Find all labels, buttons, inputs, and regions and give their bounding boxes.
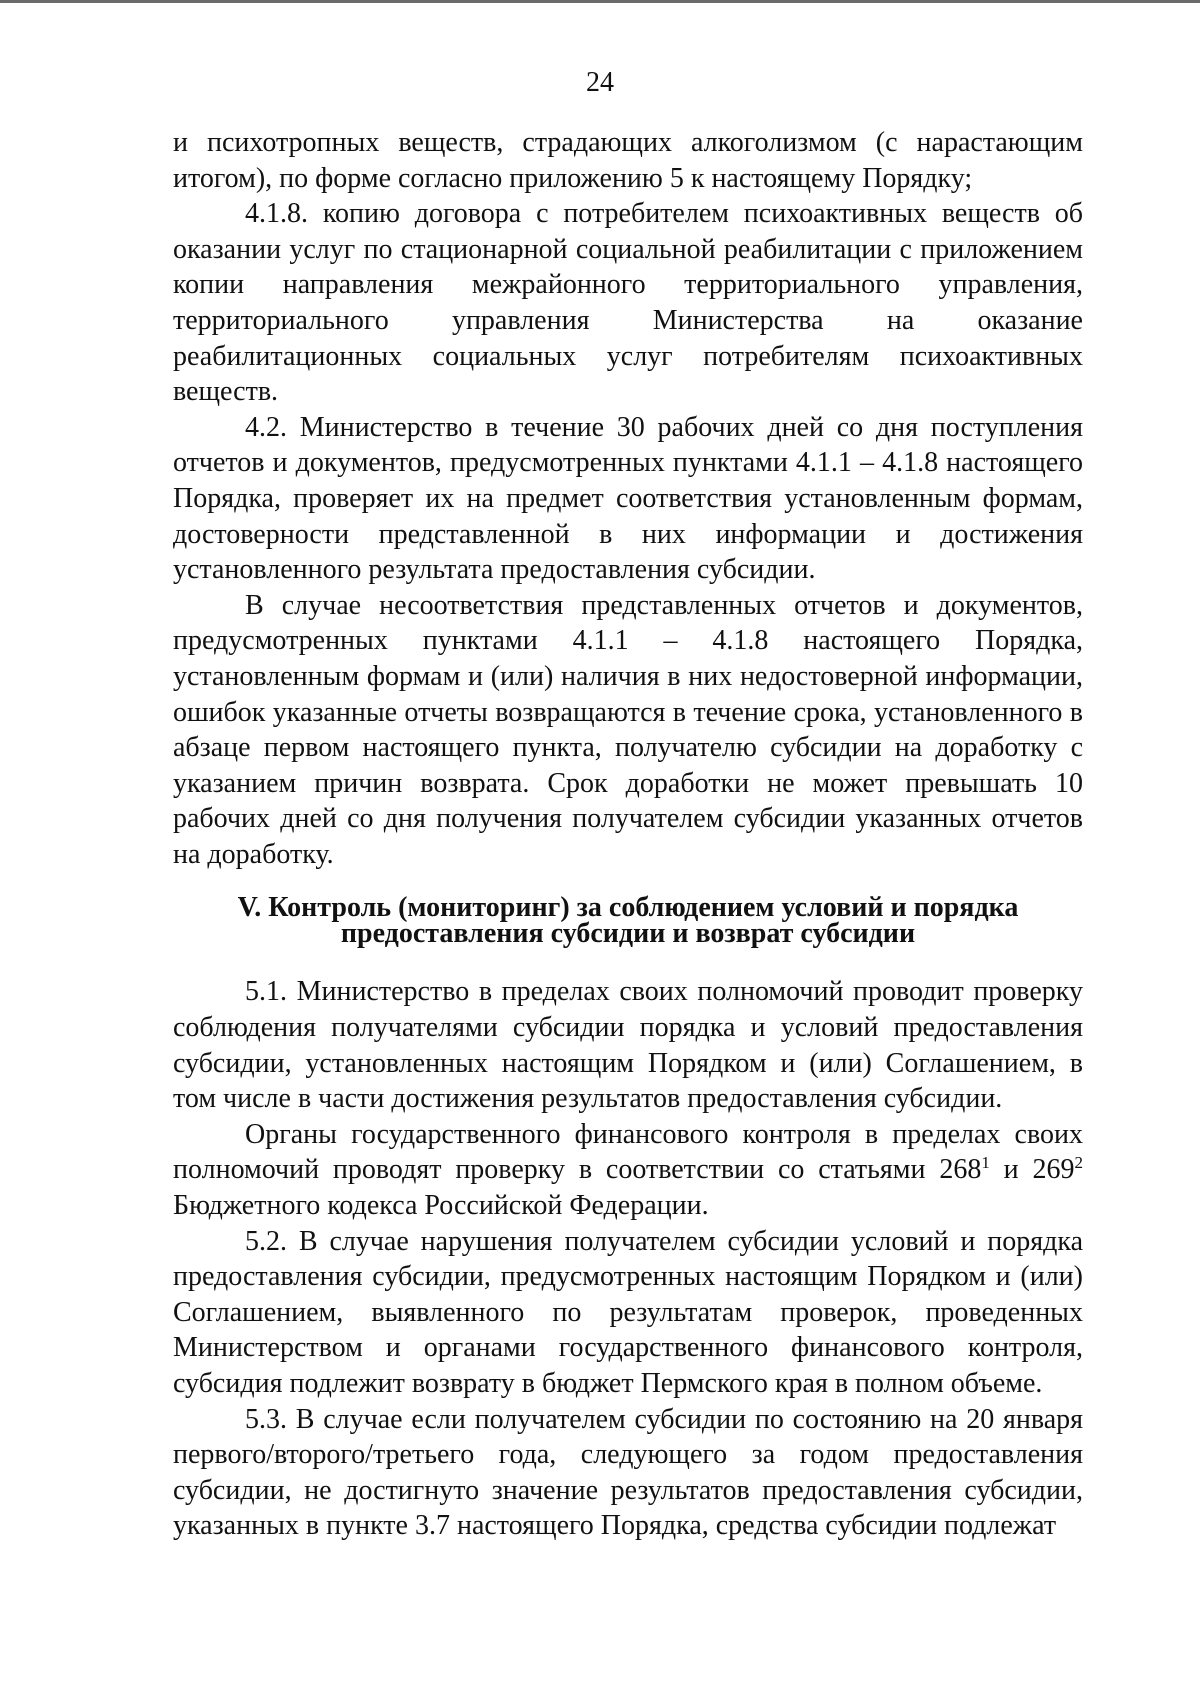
superscript-2: 2: [1074, 1153, 1084, 1173]
paragraph-5-1-b-text-3: Бюджетного кодекса Российской Федерации.: [173, 1190, 709, 1222]
paragraph-4-1-8: 4.1.8. копию договора с потребителем психоактивных веществ об оказании услуг по стационарной социальной реабилитации с приложением копии направления межрайонного территориального управления, территориального управления Министерства на оказание реабилитационных социальных услуг потребителям психоактивных веществ.: [173, 198, 1083, 408]
paragraph-5-1-financial-control: [173, 1117, 1083, 1224]
paragraph-5-1-b-text-1: Органы государственного финансового контроля в пределах своих полномочий проводят проверку в соответствии со статьями 268: [173, 1118, 1083, 1186]
section-heading: [173, 892, 1083, 950]
paragraph-continuation: и психотропных веществ, страдающих алкоголизмом (с нарастающим итогом), по форме согласно приложению 5 к настоящему Порядку;: [173, 127, 1083, 194]
section-heading-line-2: предоставления субсидии и возврат субсидии: [340, 918, 916, 950]
paragraph-5-3: 5.3. В случае если получателем субсидии по состоянию на 20 января первого/второго/третьего года, следующего за годом предоставления субсидии, не достигнуто значение результатов предоставления субсидии, указанных в пункте 3.7 настоящего Порядка, средства субсидии подлежат: [173, 1403, 1083, 1542]
superscript-1: 1: [981, 1153, 990, 1173]
document-body: [173, 125, 1083, 1544]
scan-top-edge: [0, 0, 1200, 3]
paragraph-4-2: 4.2. Министерство в течение 30 рабочих дней со дня поступления отчетов и документов, предусмотренных пунктами 4.1.1 – 4.1.8 настоящего Порядка, проверяет их на предмет соответствия установленным формам, достоверности представленной в них информации и достижения установленного результата предоставления субсидии.: [173, 411, 1083, 586]
paragraph-5-1-b-text-2: и 269: [989, 1154, 1075, 1186]
section-heading-line-1: V. Контроль (мониторинг) за соблюдением условий и порядка: [237, 892, 1019, 924]
page-number: 24: [586, 67, 614, 98]
paragraph-5-1: 5.1. Министерство в пределах своих полномочий проводит проверку соблюдения получателями субсидии порядка и условий предоставления субсидии, установленных настоящим Порядком и (или) Соглашением, в том числе в части достижения результатов предоставления субсидии.: [173, 976, 1083, 1115]
paragraph-4-2-return: В случае несоответствия представленных отчетов и документов, предусмотренных пунктами 4.1.1 – 4.1.8 настоящего Порядка, установленным формам и (или) наличия в них недостоверной информации, ошибок указанные отчеты возвращаются в течение срока, установленного в абзаце первом настоящего пункта, получателю субсидии на доработку с указанием причин возврата. Срок доработки не может превышать 10 рабочих дней со дня получения получателем субсидии указанных отчетов на доработку.: [173, 589, 1083, 870]
paragraph-5-2: 5.2. В случае нарушения получателем субсидии условий и порядка предоставления субсидии, предусмотренных настоящим Порядком и (или) Соглашением, выявленного по результатам проверок, проведенных Министерством и органами государственного финансового контроля, субсидия подлежит возврату в бюджет Пермского края в полном объеме.: [173, 1225, 1083, 1399]
